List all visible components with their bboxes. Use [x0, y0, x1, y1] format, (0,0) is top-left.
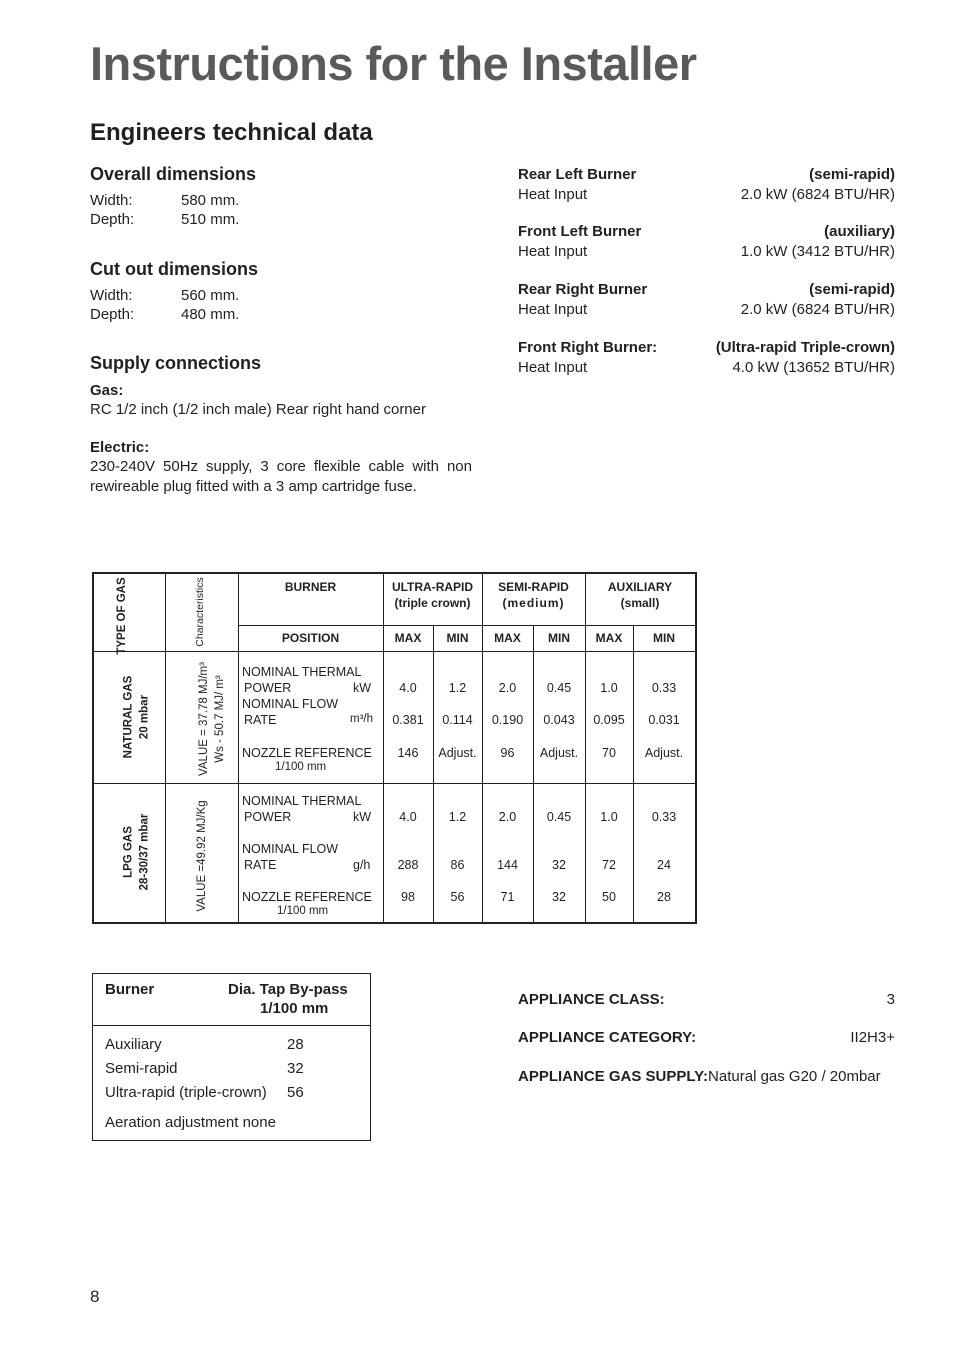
burner-type: (semi-rapid) — [809, 166, 895, 183]
appliance-class-value: 3 — [886, 991, 895, 1008]
bypass-dia-header: Dia. Tap By-pass — [228, 981, 348, 998]
bypass-table — [92, 973, 371, 1141]
ng-flow-value: 0.095 — [593, 713, 625, 727]
bypass-row-value: 32 — [287, 1060, 304, 1077]
overall-width-value: 580 mm. — [181, 192, 240, 209]
natural-gas-pressure: 20 mbar — [138, 694, 151, 740]
semi-rapid-sub: (medium) — [502, 596, 565, 610]
bypass-dia-unit: 1/100 mm — [260, 1000, 329, 1017]
ng-thermal-value: 4.0 — [399, 681, 417, 695]
ng-thermal-value: 2.0 — [498, 681, 517, 695]
nozzle-unit: 1/100 mm — [277, 905, 329, 917]
burner-block-front-right — [518, 338, 895, 377]
ng-flow-value: 0.190 — [491, 713, 524, 727]
nozzle-label: NOZZLE REFERENCE — [242, 890, 372, 904]
burner-block-rear-left — [518, 165, 895, 204]
appliance-gas-supply — [518, 1068, 881, 1085]
overall-depth-label: Depth: — [90, 211, 135, 228]
cutout-width-value: 560 mm. — [181, 287, 240, 304]
lpg-thermal-value: 4.0 — [399, 810, 417, 824]
lpg-gas-value: VALUE =49.92 MJ/Kg — [196, 800, 208, 912]
bypass-row-name: Ultra-rapid (triple-crown) — [105, 1084, 267, 1101]
appliance-category-value: II2H3+ — [850, 1029, 895, 1046]
flow-label-2: RATE — [244, 713, 277, 727]
lpg-thermal-value: 1.2 — [448, 810, 467, 824]
overall-depth-value: 510 mm. — [181, 211, 240, 228]
ng-flow-value: 0.114 — [442, 713, 473, 727]
heat-input-value: 2.0 kW (6824 BTU/HR) — [740, 300, 895, 318]
burner-name: Front Left Burner — [518, 223, 642, 240]
natural-gas-value: VALUE = 37.78 MJ/m³ — [198, 662, 210, 776]
lpg-nozzle-value: 71 — [500, 890, 515, 904]
ng-thermal-value: 0.33 — [651, 681, 677, 695]
burner-header: BURNER — [284, 580, 337, 594]
thermal-unit: kW — [353, 810, 372, 824]
aeration-note: Aeration adjustment none — [105, 1114, 276, 1131]
flow-unit: m³/h — [350, 713, 373, 725]
semi-rapid-header: SEMI-RAPID — [498, 580, 569, 594]
supply-connections-heading: Supply connections — [90, 353, 262, 373]
cutout-width-label: Width: — [90, 287, 133, 304]
bypass-row-name: Semi-rapid — [105, 1060, 178, 1077]
burner-type: (Ultra-rapid Triple-crown) — [715, 339, 895, 356]
thermal-label: NOMINAL THERMAL — [242, 665, 362, 679]
ultra-rapid-sub: (triple crown) — [394, 596, 471, 610]
burner-name: Rear Right Burner — [518, 281, 648, 298]
gas-data-table — [92, 572, 697, 924]
heat-input-label: Heat Input — [518, 358, 588, 376]
ng-nozzle-value: Adjust. — [438, 746, 477, 760]
gas-label: Gas: — [90, 382, 124, 399]
max-header: MAX — [394, 631, 422, 645]
lpg-gas-label: LPG GAS — [122, 826, 135, 878]
appliance-gas-supply-value: Natural gas G20 / 20mbar — [708, 1068, 881, 1085]
section-title: Engineers technical data — [90, 119, 373, 146]
cutout-depth-label: Depth: — [90, 306, 135, 323]
lpg-thermal-value: 1.0 — [600, 810, 618, 824]
lpg-flow-value: 72 — [602, 858, 616, 872]
lpg-flow-value: 32 — [552, 858, 566, 872]
lpg-thermal-value: 0.45 — [546, 810, 572, 824]
cutout-dimensions-heading: Cut out dimensions — [90, 259, 258, 279]
thermal-label-2: POWER — [244, 681, 292, 695]
ng-thermal-value: 1.0 — [600, 681, 618, 695]
bypass-row-value: 28 — [287, 1036, 304, 1053]
electric-line-1: 230-240V 50Hz supply, 3 core flexible cable with non — [90, 458, 472, 475]
heat-input-label: Heat Input — [518, 185, 588, 203]
nozzle-unit: 1/100 mm — [275, 761, 327, 773]
min-header: MIN — [653, 631, 675, 645]
natural-gas-label: NATURAL GAS — [122, 675, 135, 759]
lpg-nozzle-value: 56 — [450, 890, 465, 904]
appliance-gas-supply-label: APPLIANCE GAS SUPPLY: — [518, 1068, 709, 1085]
overall-dimensions-heading: Overall dimensions — [90, 164, 257, 184]
electric-label: Electric: — [90, 439, 150, 456]
page-title: Instructions for the Installer — [90, 37, 697, 90]
page-number: 8 — [90, 1287, 100, 1306]
max-header: MAX — [595, 631, 623, 645]
ng-nozzle-value: 70 — [602, 746, 616, 760]
ng-thermal-value: 0.45 — [546, 681, 572, 695]
characteristics-header: Characteristics — [194, 577, 206, 647]
bypass-burner-header: Burner — [105, 981, 155, 998]
appliance-class-label: APPLIANCE CLASS: — [518, 991, 665, 1008]
ng-flow-value: 0.381 — [392, 713, 424, 727]
flow-label: NOMINAL FLOW — [242, 697, 339, 711]
appliance-category-label: APPLIANCE CATEGORY: — [518, 1029, 697, 1046]
nozzle-label: NOZZLE REFERENCE — [242, 746, 372, 760]
lpg-thermal-value: 0.33 — [651, 810, 677, 824]
heat-input-label: Heat Input — [518, 300, 588, 318]
ng-flow-value: 0.031 — [648, 713, 680, 727]
ng-thermal-value: 1.2 — [448, 681, 467, 695]
bypass-row-value: 56 — [287, 1084, 304, 1101]
thermal-label: NOMINAL THERMAL — [242, 794, 362, 808]
min-header: MIN — [548, 631, 570, 645]
burner-type: (semi-rapid) — [809, 281, 895, 298]
lpg-nozzle-value: 98 — [401, 890, 415, 904]
lpg-flow-value: 24 — [657, 858, 671, 872]
heat-input-value: 1.0 kW (3412 BTU/HR) — [740, 242, 895, 260]
lpg-flow-value: 288 — [397, 858, 419, 872]
lpg-gas-pressure: 28-30/37 mbar — [138, 813, 151, 891]
flow-label: NOMINAL FLOW — [242, 842, 339, 856]
overall-width-label: Width: — [90, 192, 133, 209]
ng-nozzle-value: 96 — [500, 746, 515, 760]
flow-unit: g/h — [353, 858, 371, 872]
lpg-flow-value: 86 — [450, 858, 465, 872]
min-header: MIN — [446, 631, 469, 645]
thermal-unit: kW — [353, 681, 372, 695]
gas-text: RC 1/2 inch (1/2 inch male) Rear right hand corner — [90, 401, 426, 418]
auxiliary-header: AUXILIARY — [607, 580, 673, 594]
lpg-nozzle-value: 28 — [657, 890, 671, 904]
lpg-nozzle-value: 32 — [552, 890, 566, 904]
type-of-gas-header: TYPE OF GAS — [116, 577, 128, 655]
thermal-label-2: POWER — [244, 810, 292, 824]
natural-gas-wobbe: Ws - 50.7 MJ/ m³ — [214, 675, 226, 763]
electric-line-2: rewireable plug fitted with a 3 amp cartridge fuse. — [90, 478, 417, 495]
heat-input-value: 4.0 kW (13652 BTU/HR) — [732, 358, 895, 376]
ultra-rapid-header: ULTRA-RAPID — [391, 580, 474, 594]
position-header: POSITION — [281, 631, 340, 645]
auxiliary-sub: (small) — [620, 596, 660, 610]
ng-nozzle-value: Adjust. — [644, 746, 684, 760]
cutout-depth-value: 480 mm. — [181, 306, 240, 323]
ng-nozzle-value: Adjust. — [539, 746, 579, 760]
burner-block-front-left — [518, 222, 895, 261]
flow-label-2: RATE — [244, 858, 277, 872]
lpg-flow-value: 144 — [497, 858, 518, 872]
lpg-nozzle-value: 50 — [602, 890, 616, 904]
heat-input-value: 2.0 kW (6824 BTU/HR) — [740, 185, 895, 203]
ng-nozzle-value: 146 — [397, 746, 419, 760]
lpg-thermal-value: 2.0 — [498, 810, 517, 824]
burner-block-rear-right — [518, 280, 895, 319]
burner-type: (auxiliary) — [824, 223, 895, 240]
burner-name: Rear Left Burner — [518, 166, 637, 183]
ng-flow-value: 0.043 — [543, 713, 575, 727]
heat-input-label: Heat Input — [518, 242, 588, 260]
burner-name: Front Right Burner: — [518, 339, 658, 356]
bypass-row-name: Auxiliary — [105, 1036, 162, 1053]
max-header: MAX — [494, 631, 521, 645]
